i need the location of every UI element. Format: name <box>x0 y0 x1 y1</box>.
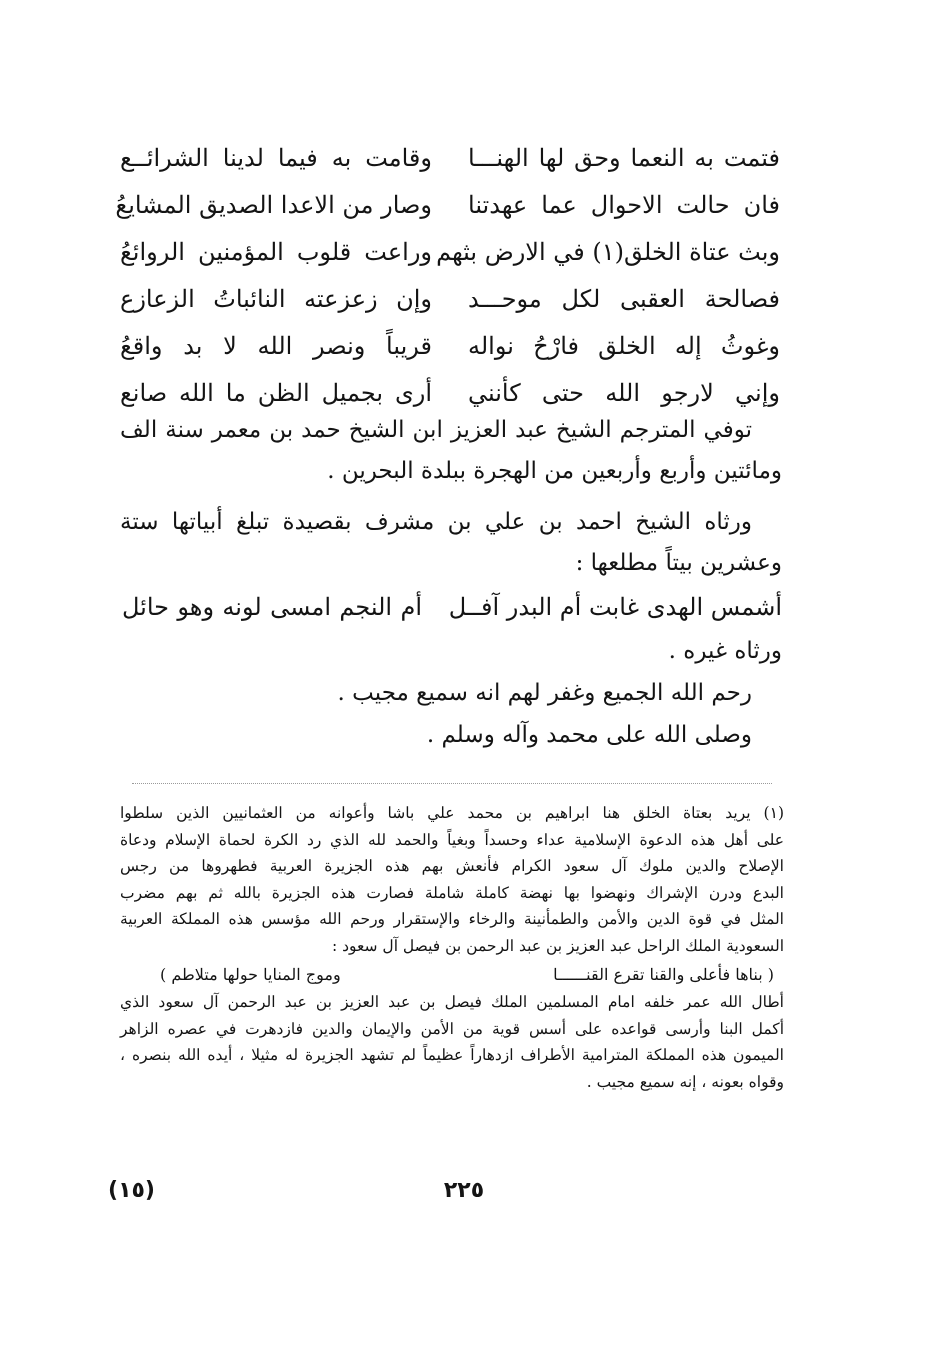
verse-3-first-hemistich: وبث عتاة الخلق(١) في الارض بثهم <box>436 237 780 266</box>
biography-paragraph <box>120 410 782 492</box>
verse-6-first-hemistich: وإني لارجو الله حتى كأنني <box>468 378 780 407</box>
elegy-intro <box>120 502 782 584</box>
footnote-line-8: أكمل البنا وأرسى قواعده على أسس قوية من الأمن والإيمان والدين فازدهرت في عصره الزاهر <box>120 1019 784 1038</box>
footnote-line-2: على أهل هذه الدعوة الإسلامية عداء وحسداً وبغياً والحمد لله الذي رد الكرة لحماة الإسلام ودعاة <box>120 830 784 849</box>
elegy-second-hemistich: أم النجم امسى لونه وهو حائل <box>122 593 422 621</box>
poem-verses <box>115 134 780 416</box>
verse-5-second-hemistich: قريباً ونصر الله لا بد واقعُ <box>120 331 432 360</box>
elegy-opening-verse <box>122 584 782 630</box>
verse-5-first-hemistich: وغوثُ إله الخلق فارْحُ نواله <box>468 331 780 360</box>
closing-lines <box>120 630 782 756</box>
footnote-line-1: (١) يريد بعتاة الخلق هنا ابراهيم بن محمد علي باشا وأعوانه من العثمانيين الذين سلطوا <box>120 804 784 822</box>
verse-1-first-hemistich: فتمت به النعما وحق لها الهنـــا <box>468 143 780 172</box>
verse-line-3 <box>120 228 780 275</box>
verse-line-5 <box>120 322 780 369</box>
verse-line-1 <box>120 134 780 181</box>
footnote-verse <box>120 959 784 989</box>
signature-mark: (١٥) <box>108 1178 155 1203</box>
verse-6-second-hemistich: أرى بجميل الظن ما الله صانع <box>120 378 432 407</box>
footnote-line-10: وقواه بعونه ، إنه سميع مجيب . <box>586 1072 784 1091</box>
verse-line-4 <box>120 275 780 322</box>
verse-4-first-hemistich: فصالحة العقبى لكل موحـــد <box>468 284 780 313</box>
verse-2-second-hemistich: وصار من الاعدا الصديق المشايعُ <box>115 190 432 219</box>
footnote-line-6: السعودية الملك الراحل عبد العزيز بن عبد الرحمن بن فيصل آل سعود : <box>331 936 784 955</box>
verse-line-6 <box>120 369 780 416</box>
footnote-line-5: المثل في قوة الدين والأمن والطمأنينة والرخاء والإستقرار ورحم الله مؤسس هذه المملكة العربية <box>120 910 784 928</box>
footnote-verse-first: ( بناها فأعلى والقنا تقرع القنــــــا <box>553 964 774 984</box>
elegy-first-hemistich: أشمس الهدى غابت أم البدر آفــل <box>448 593 782 621</box>
footnote-line-4: البدع ودرن الإشراك ونهضوا بها نهضة كاملة شاملة فصارت هذه الجزيرة بالله ثم بهم مضرب <box>120 883 784 902</box>
closing-line-2: رحم الله الجميع وغفر لهم انه سميع مجيب . <box>337 680 752 706</box>
footnote-separator <box>132 783 772 784</box>
verse-4-second-hemistich: وإن زعزعته النائباتُ الزعازع <box>120 284 432 313</box>
footnote-verse-second: وموج المنايا حولها متلاطم ) <box>160 964 341 984</box>
verse-3-second-hemistich: وراعت قلوب المؤمنين الروائعُ <box>120 237 432 266</box>
footnote-line-3: الإصلاح والدين ملوك آل سعود الكرام فأنعش بهم هذه الجزيرة العربية فطهروها من رجس <box>120 857 784 875</box>
elegy-paragraph: ورثاه الشيخ احمد بن علي بن مشرف بقصيدة تبلغ أبياتها ستة وعشرين بيتاً مطلعها : <box>120 509 782 576</box>
footnote-line-7: أطال الله عمر خلفه امام المسلمين الملك فيصل بن عبد العزيز بن عبد الرحمن آل سعود الذي <box>120 993 784 1011</box>
closing-line-1: ورثاه غيره . <box>668 638 782 664</box>
footnote <box>120 800 784 1095</box>
closing-line-3: وصلى الله على محمد وآله وسلم . <box>426 722 752 748</box>
death-paragraph: توفي المترجم الشيخ عبد العزيز ابن الشيخ حمد بن معمر سنة الف ومائتين وأربع وأربعين من الهجرة ببلدة البحرين . <box>120 417 782 484</box>
page-number: ٢٢٥ <box>443 1178 485 1203</box>
verse-2-first-hemistich: فان حالت الاحوال عما عهدتنا <box>468 190 780 219</box>
verse-line-2 <box>115 181 780 228</box>
verse-1-second-hemistich: وقامت به فيما لدينا الشرائــع <box>120 143 432 172</box>
footnote-line-9: الميمون هذه المملكة المترامية الأطراف ازدهاراً عظيماً لم تشهد الجزيرة له مثيلا ، أيده الله بنصره ، <box>120 1046 784 1064</box>
